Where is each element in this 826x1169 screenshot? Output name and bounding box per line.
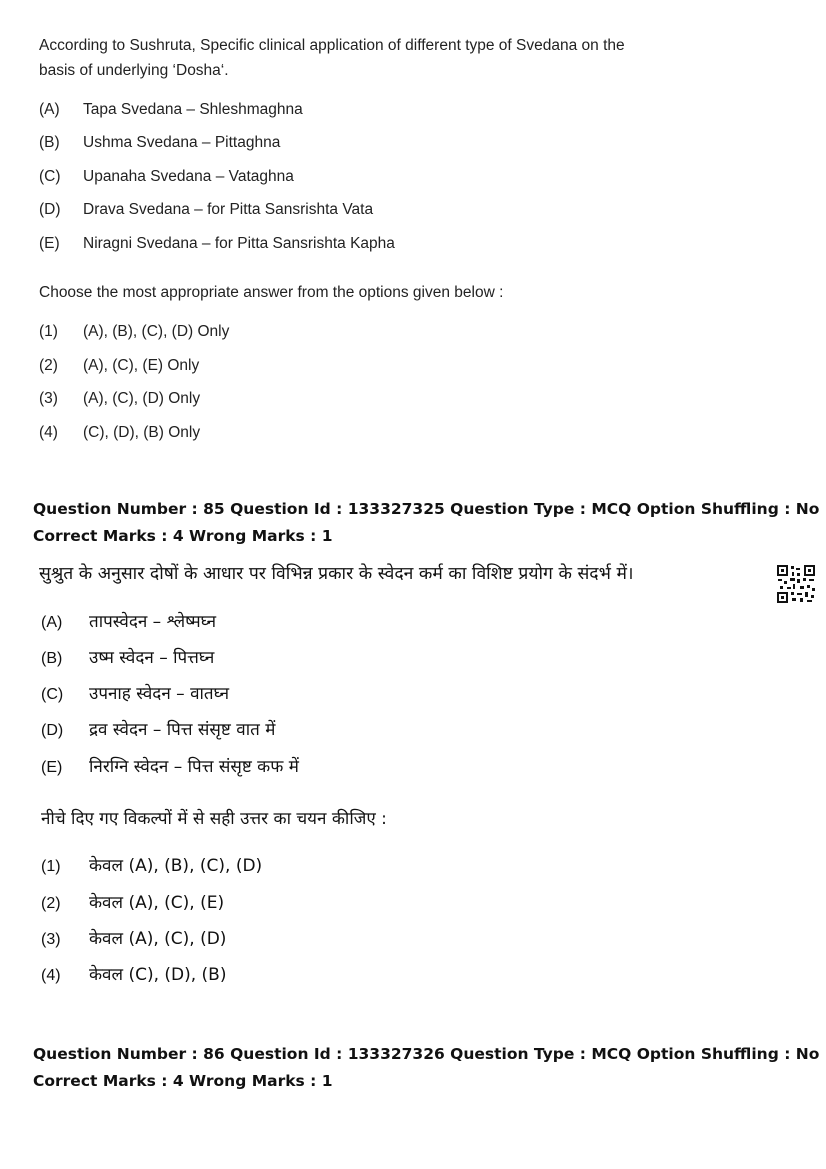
marks-meta-line: Correct Marks : 4 Wrong Marks : 1 (33, 527, 333, 545)
statement-label: (D) (39, 201, 61, 218)
hindi-statement-a (41, 609, 216, 632)
statement-text: Tapa Svedana – Shleshmaghna (83, 101, 303, 118)
option-label: (2) (41, 895, 61, 912)
hindi-option-4 (41, 962, 226, 985)
option-text: केवल (C), (D), (B) (89, 965, 227, 985)
statement-text: Upanaha Svedana – Vataghna (83, 168, 294, 185)
option-label: (1) (39, 323, 58, 340)
statement-e (39, 235, 395, 253)
statement-label: (A) (39, 101, 60, 118)
statement-label: (B) (39, 134, 60, 151)
statement-c (39, 168, 294, 186)
question-meta-line: Question Number : 85 Question Id : 133327325 Question Type : MCQ Option Shuffling : No (33, 500, 820, 518)
option-2 (39, 357, 199, 375)
option-label: (1) (41, 858, 61, 875)
statement-text: उष्म स्वेदन – पित्तघ्न (89, 648, 215, 668)
option-label: (4) (39, 424, 58, 441)
hindi-option-1 (41, 853, 262, 876)
question-text-english: According to Sushruta, Specific clinical application of different type of Svedana on the basis of underlying ‘Dosha‘. (39, 37, 625, 79)
question-text-hindi: सुश्रुत के अनुसार दोषों के आधार पर विभिन्न प्रकार के स्वेदन कर्म का विशिष्ट प्रयोग के संदर्भ में। (39, 564, 634, 584)
hindi-statement-d (41, 717, 275, 740)
option-text: (A), (C), (E) Only (83, 357, 200, 374)
statement-label: (C) (41, 686, 64, 703)
option-text: (A), (B), (C), (D) Only (83, 323, 230, 340)
option-text: केवल (A), (C), (E) (89, 893, 225, 913)
statement-text: द्रव स्वेदन – पित्त संसृष्ट वात में (89, 720, 276, 740)
option-label: (3) (39, 390, 58, 407)
statement-text: Drava Svedana – for Pitta Sansrishta Vata (83, 201, 374, 218)
marks-meta-line: Correct Marks : 4 Wrong Marks : 1 (33, 1072, 333, 1090)
hindi-statement-b (41, 645, 214, 668)
instruction-hindi: नीचे दिए गए विकल्पों में से सही उत्तर का चयन कीजिए : (41, 809, 387, 829)
qr-code-icon (776, 564, 816, 604)
statement-text: उपनाह स्वेदन – वातघ्न (89, 684, 230, 704)
statement-text: Niragni Svedana – for Pitta Sansrishta Kapha (83, 235, 395, 252)
statement-text: Ushma Svedana – Pittaghna (83, 134, 281, 151)
question-meta-line: Question Number : 86 Question Id : 133327326 Question Type : MCQ Option Shuffling : No (33, 1045, 820, 1063)
statement-text: निरग्नि स्वेदन – पित्त संसृष्ट कफ में (89, 757, 299, 777)
hindi-statement-e (41, 754, 299, 777)
statement-label: (B) (41, 650, 63, 667)
option-label: (4) (41, 967, 61, 984)
hindi-statement-c (41, 681, 229, 704)
statement-label: (C) (39, 168, 61, 185)
statement-label: (E) (41, 759, 63, 776)
instruction-english: Choose the most appropriate answer from the options given below : (39, 284, 504, 301)
statement-label: (A) (41, 614, 63, 631)
option-label: (2) (39, 357, 58, 374)
statement-text: तापस्वेदन – श्लेष्मघ्न (89, 612, 217, 632)
option-1 (39, 323, 229, 341)
statement-d (39, 201, 373, 219)
hindi-option-2 (41, 890, 224, 913)
option-text: केवल (A), (C), (D) (89, 929, 227, 949)
statement-b (39, 134, 280, 152)
option-label: (3) (41, 931, 61, 948)
option-text: केवल (A), (B), (C), (D) (89, 856, 263, 876)
option-4 (39, 424, 200, 442)
statement-label: (D) (41, 722, 64, 739)
option-3 (39, 390, 200, 408)
hindi-option-3 (41, 926, 226, 949)
option-text: (C), (D), (B) Only (83, 424, 201, 441)
option-text: (A), (C), (D) Only (83, 390, 201, 407)
statement-label: (E) (39, 235, 60, 252)
statement-a (39, 101, 303, 119)
